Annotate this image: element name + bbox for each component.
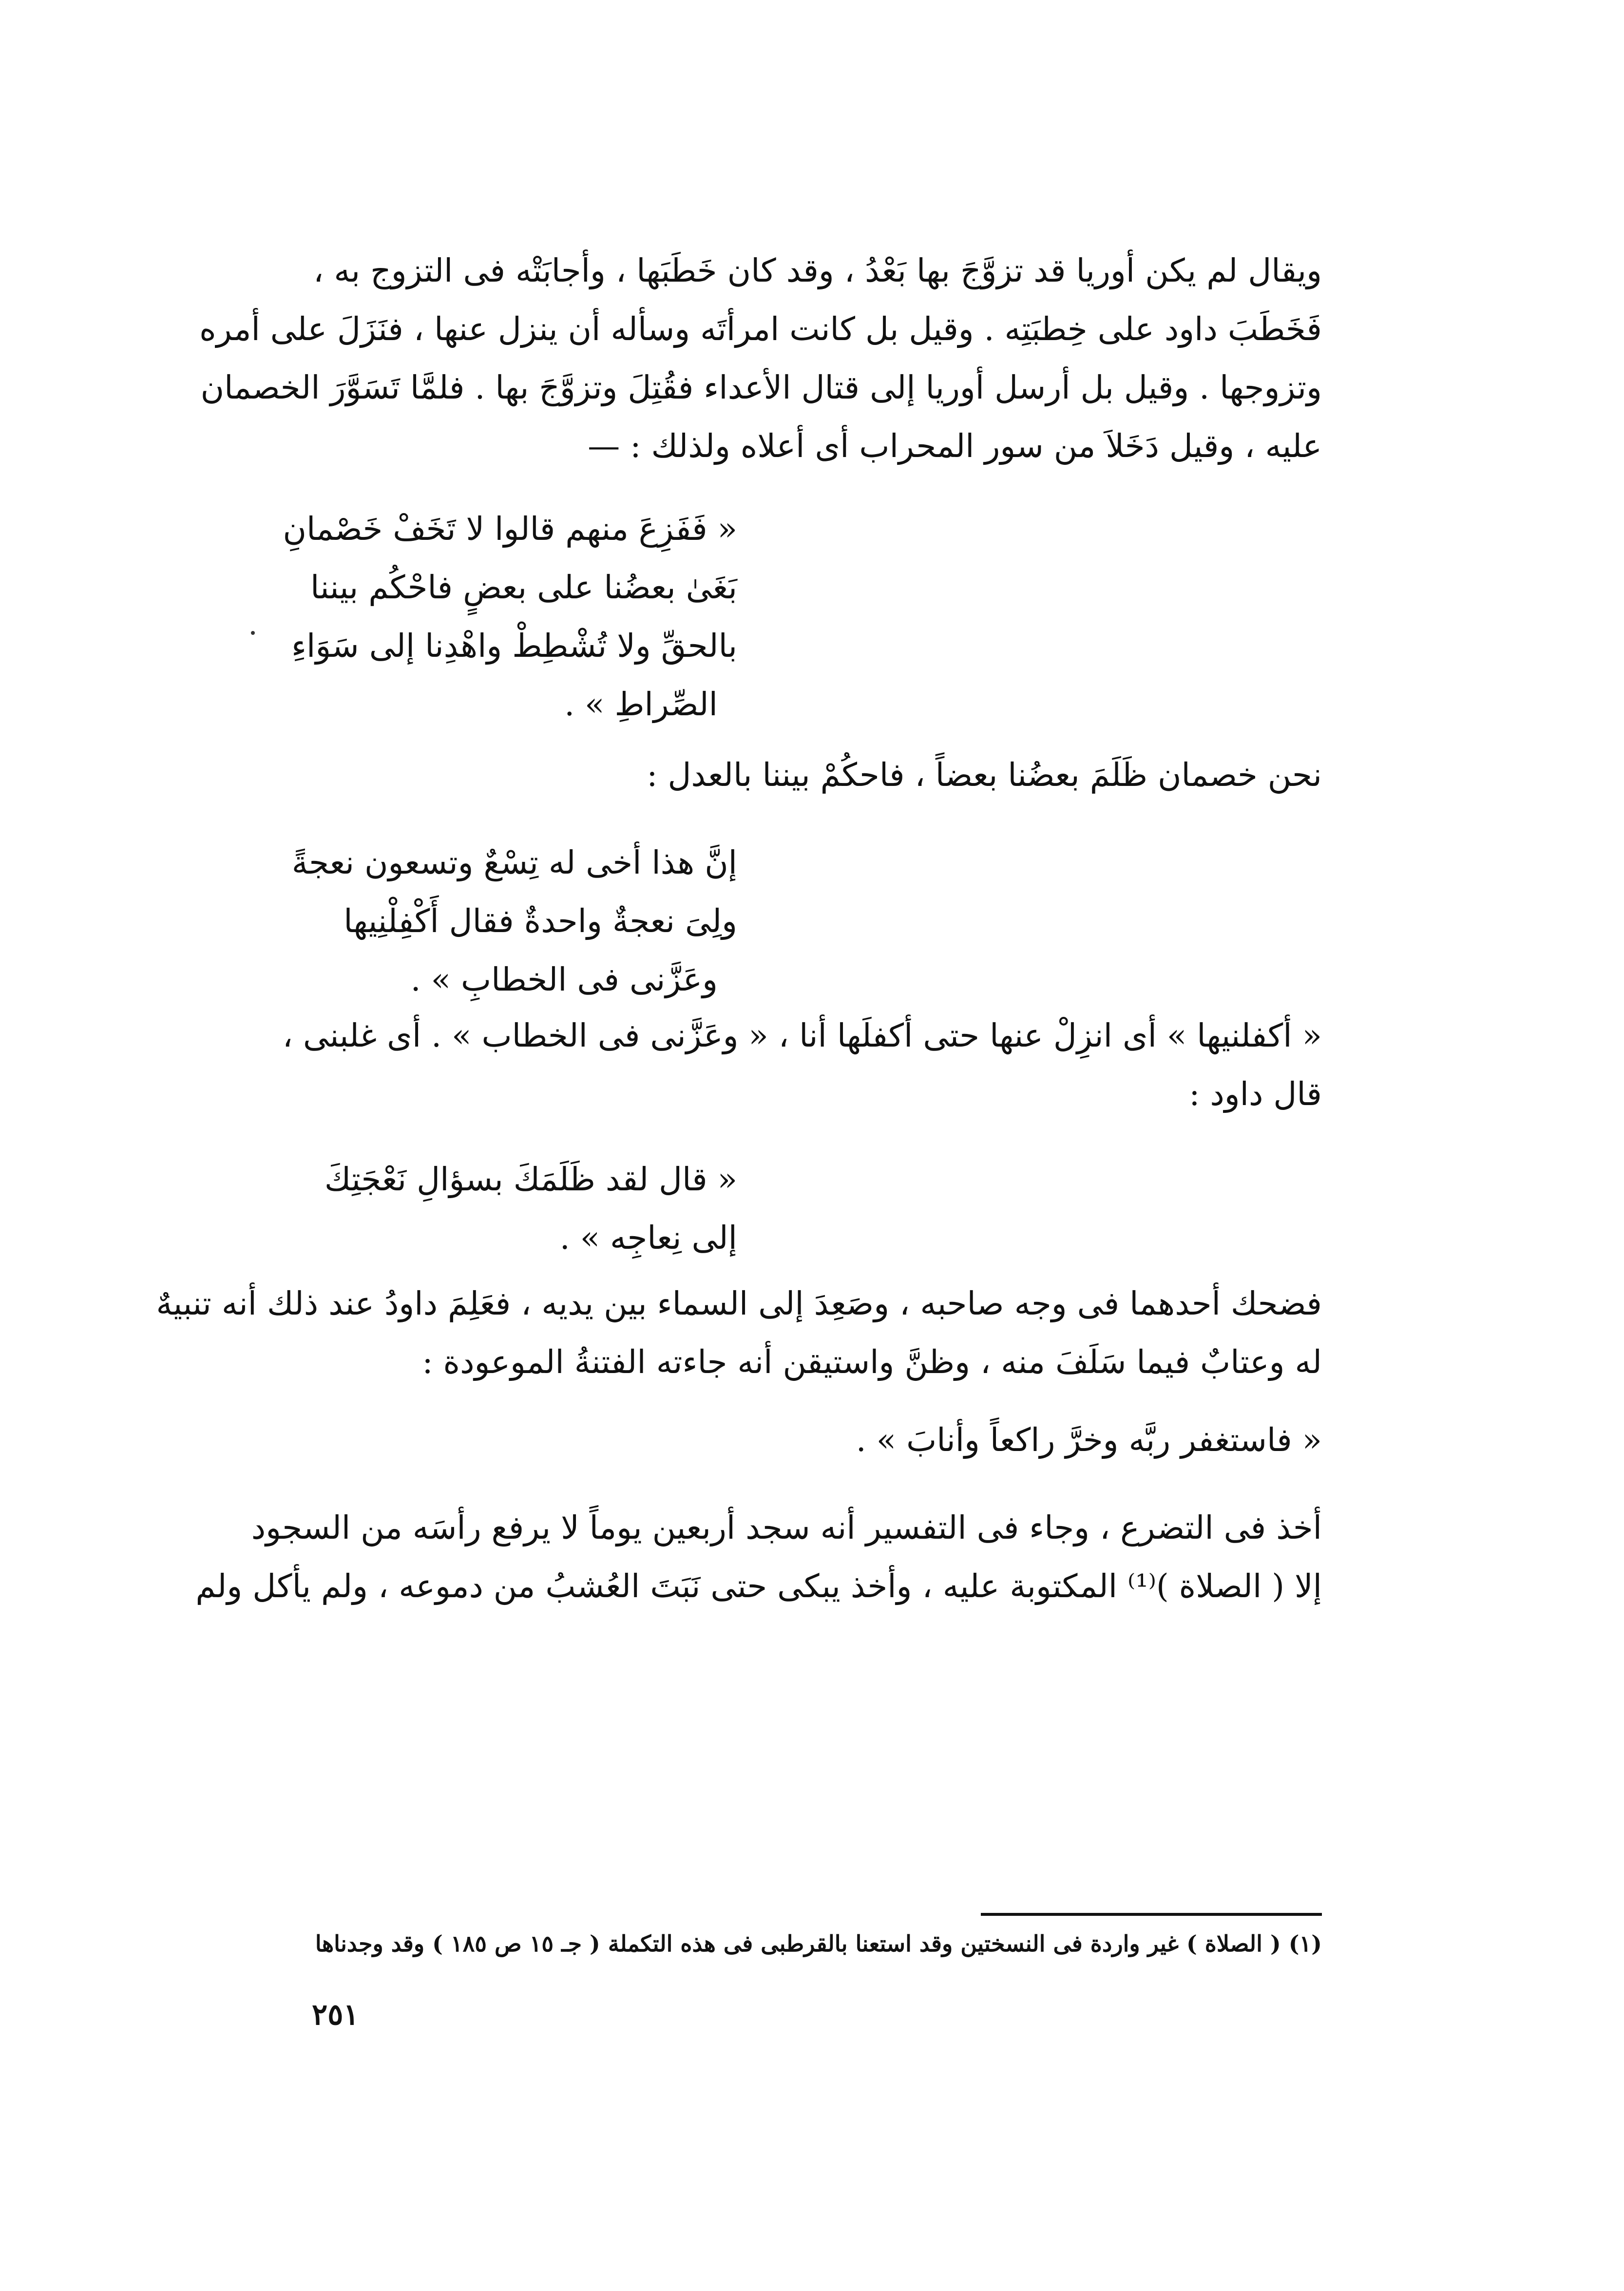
footnote-divider (981, 1913, 1322, 1916)
quran-verse-1-line-2: بَغَىٰ بعضُنا على بعضٍ فاحْكُم بيننا (310, 569, 737, 606)
quran-verse-1-line-3: بالحقِّ ولا تُشْطِطْ واهْدِنا إلى سَوَاءِ (291, 627, 737, 665)
paragraph-1-line-4: عليه ، وقيل دَخَلاَ من سور المحراب أى أعلاه ولذلك : — (588, 427, 1322, 465)
paragraph-4-line-1: فضحك أحدهما فى وجه صاحبه ، وصَعِدَ إلى السماء بين يديه ، فعَلِمَ داودُ عند ذلك أنه تنبيهٌ (156, 1285, 1322, 1322)
page-number: ٢٥١ (312, 1998, 359, 2032)
paragraph-1-line-2: فَخَطَبَ داود على خِطبَتِه . وقيل بل كانت امرأتَه وسأله أن ينزل عنها ، فنَزَلَ على أمره (199, 310, 1322, 348)
footnote: (١) ( الصلاة ) غير واردة فى النسختين وقد استعنا بالقرطبى فى هذه التكملة ( جـ ١٥ ص ١٨٥ ) وقد وجدناها (315, 1930, 1322, 1957)
quran-verse-3-line-2: إلى نِعاجِه » . (559, 1219, 737, 1257)
paragraph-2-line-1: نحن خصمان ظَلَمَ بعضُنا بعضاً ، فاحكُمْ بيننا بالعدل : (647, 756, 1322, 794)
scan-speck (251, 631, 255, 635)
quran-verse-2-line-1: إنَّ هذا أخى له تِسْعٌ وتسعون نعجةً (291, 844, 737, 881)
quran-verse-2-line-3: وعَزَّنى فى الخطابِ » . (410, 961, 718, 998)
quran-verse-2-line-2: ولِىَ نعجةٌ واحدةٌ فقال أَكْفِلْنِيها (344, 902, 737, 940)
quran-verse-3-line-1: « قال لقد ظَلَمَكَ بسؤالِ نَعْجَتِكَ (324, 1161, 737, 1198)
paragraph-3-line-1: « أكفلنيها » أى انزِلْ عنها حتى أكفلَها أنا ، « وعَزَّنى فى الخطاب » . أى غلبنى ، (282, 1017, 1322, 1054)
quran-verse-4-line-1: « فاستغفر ربَّه وخرَّ راكعاً وأنابَ » . (856, 1421, 1322, 1459)
paragraph-4-line-2: له وعتابٌ فيما سَلَفَ منه ، وظنَّ واستيقن أنه جاءته الفتنةُ الموعودة : (422, 1343, 1322, 1381)
paragraph-3-line-2: قال داود : (1189, 1075, 1322, 1113)
quran-verse-1-line-1: « فَفَزِعَ منهم قالوا لا تَخَفْ خَصْمانِ (283, 510, 737, 548)
paragraph-5-line-2: إلا ( الصلاة )⁽¹⁾ المكتوبة عليه ، وأخذ يبكى حتى نَبَتَ العُشبُ من دموعه ، ولم يأكل ولم (195, 1567, 1322, 1605)
quran-verse-1-line-4: الصِّراطِ » . (564, 686, 718, 723)
paragraph-1-line-3: وتزوجها . وقيل بل أرسل أوريا إلى قتال الأعداء فقُتِلَ وتزوَّجَ بها . فلمَّا تَسَوَّرَ الخصمان (200, 369, 1322, 406)
paragraph-1-line-1: ويقال لم يكن أوريا قد تزوَّجَ بها بَعْدُ ، وقد كان خَطَبَها ، وأجابَتْه فى التزوج به ، (313, 252, 1322, 289)
paragraph-5-line-1: أخذ فى التضرع ، وجاء فى التفسير أنه سجد أربعين يوماً لا يرفع رأسَه من السجود (251, 1509, 1322, 1546)
